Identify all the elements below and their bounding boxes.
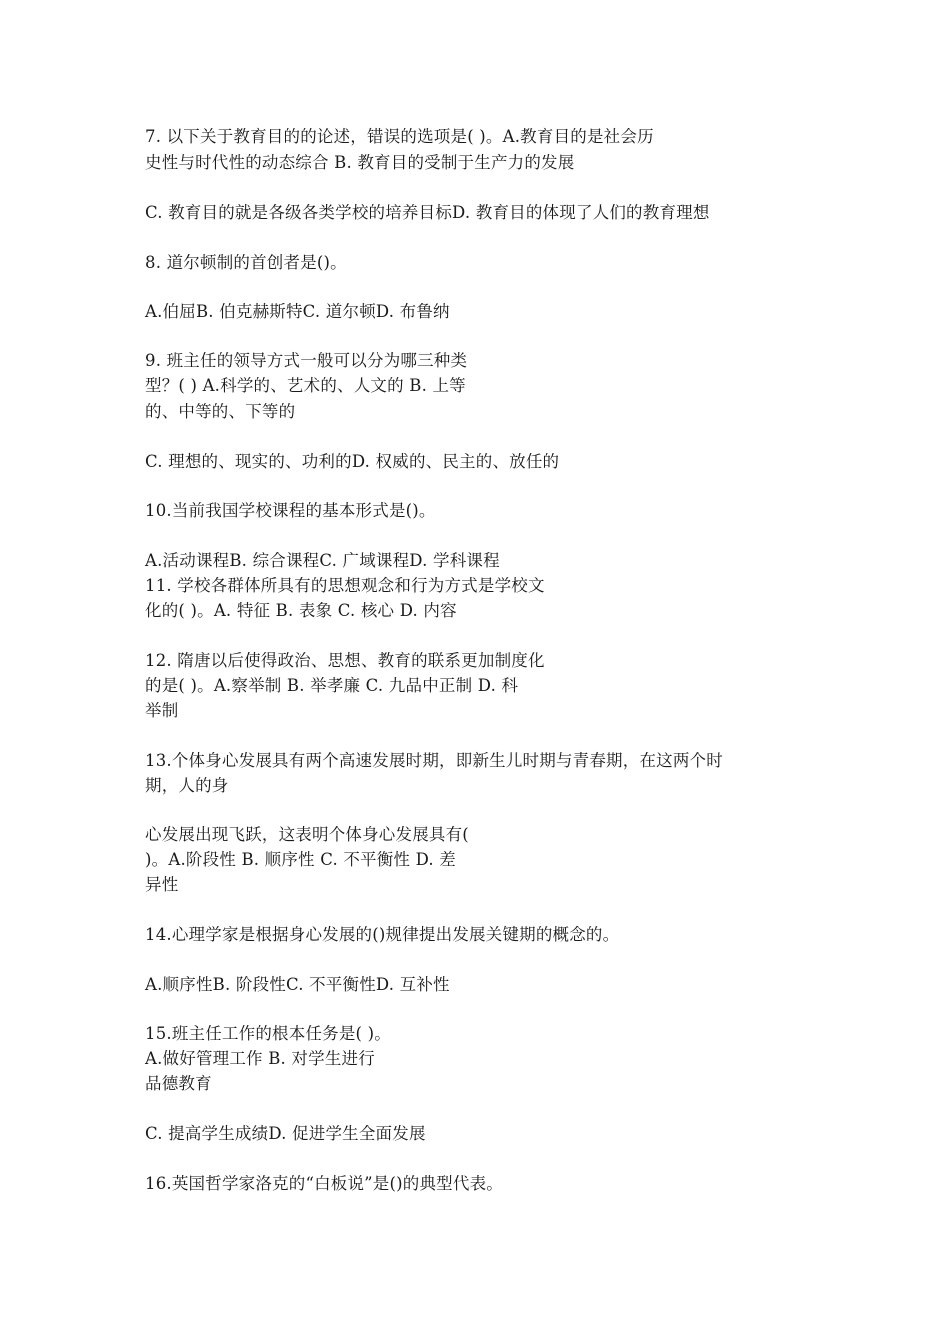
text-line: 15.班主任工作的根本任务是( )。: [145, 1024, 391, 1043]
text-line: 型？( ) A.科学的、艺术的、人文的 B. 上等: [145, 376, 466, 395]
text-line: 异性: [145, 875, 179, 894]
text-line: A.做好管理工作 B. 对学生进行: [145, 1049, 375, 1068]
text-line: 举制: [145, 701, 179, 720]
text-line: 12. 隋唐以后使得政治、思想、教育的联系更加制度化: [145, 651, 545, 670]
text-line: 心发展出现飞跃，这表明个体身心发展具有(: [145, 825, 469, 844]
text-line: 7. 以下关于教育目的的论述，错误的选项是( )。A.教育目的是社会历: [145, 127, 654, 146]
text-line: C. 提高学生成绩D. 促进学生全面发展: [145, 1124, 426, 1143]
text-line: 8. 道尔顿制的首创者是()。: [145, 253, 347, 272]
text-line: 14.心理学家是根据身心发展的()规律提出发展关键期的概念的。: [145, 925, 620, 944]
text-line: A.伯屈B. 伯克赫斯特C. 道尔顿D. 布鲁纳: [145, 302, 450, 321]
text-line: 的、中等的、下等的: [145, 402, 296, 421]
text-line: 的是( )。A.察举制 B. 举孝廉 C. 九品中正制 D. 科: [145, 676, 519, 695]
text-line: C. 教育目的就是各级各类学校的培养目标D. 教育目的体现了人们的教育理想: [145, 203, 710, 222]
text-line: 11. 学校各群体所具有的思想观念和行为方式是学校文: [145, 576, 545, 595]
text-line: 10.当前我国学校课程的基本形式是()。: [145, 501, 436, 520]
text-line: 9. 班主任的领导方式一般可以分为哪三种类: [145, 351, 468, 370]
text-line: 期，人的身: [145, 776, 229, 795]
text-line: 品德教育: [145, 1074, 212, 1093]
text-line: C. 理想的、现实的、功利的D. 权威的、民主的、放任的: [145, 452, 560, 471]
text-line: 16.英国哲学家洛克的“白板说”是()的典型代表。: [145, 1174, 503, 1193]
text-line: 史性与时代性的动态综合 B. 教育目的受制于生产力的发展: [145, 153, 575, 172]
text-line: A.顺序性B. 阶段性C. 不平衡性D. 互补性: [145, 975, 450, 994]
text-line: A.活动课程B. 综合课程C. 广域课程D. 学科课程: [145, 551, 500, 570]
text-line: 13.个体身心发展具有两个高速发展时期，即新生儿时期与青春期，在这两个时: [145, 751, 723, 770]
text-line: )。A.阶段性 B. 顺序性 C. 不平衡性 D. 差: [145, 850, 457, 869]
text-line: 化的( )。A. 特征 B. 表象 C. 核心 D. 内容: [145, 601, 457, 620]
